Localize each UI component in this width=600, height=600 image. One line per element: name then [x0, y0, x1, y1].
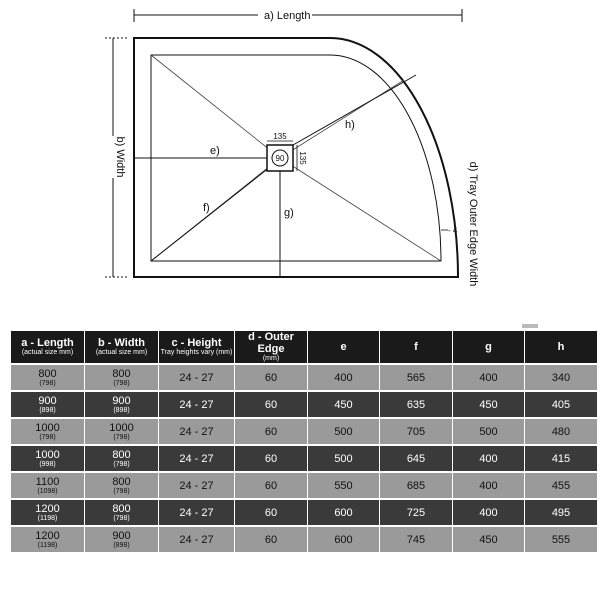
length-label: a) Length [264, 10, 311, 22]
cell-g: 400 [453, 363, 525, 390]
cell-f: 745 [380, 525, 453, 552]
table-body [11, 363, 598, 552]
cell-height: 24 - 27 [159, 498, 235, 525]
cell-h: 415 [525, 444, 598, 471]
cell-width: 1000 (798) [85, 417, 159, 444]
cell-e: 600 [308, 525, 380, 552]
cell-width: 800 (798) [85, 363, 159, 390]
header-g: g [453, 331, 525, 363]
cell-outer-edge: 60 [235, 525, 308, 552]
cell-length: 1100 (1098) [11, 471, 85, 498]
cell-outer-edge: 60 [235, 417, 308, 444]
cell-f: 705 [380, 417, 453, 444]
cell-f: 645 [380, 444, 453, 471]
header-f: f [380, 331, 453, 363]
cell-outer-edge: 60 [235, 471, 308, 498]
cell-width: 900 (898) [85, 390, 159, 417]
table-row [11, 417, 598, 444]
cell-height: 24 - 27 [159, 417, 235, 444]
corner-mark [522, 324, 538, 328]
cell-e: 450 [308, 390, 380, 417]
table-row [11, 525, 598, 552]
cell-length: 1200 (1198) [11, 498, 85, 525]
cell-outer-edge: 60 [235, 390, 308, 417]
cell-g: 400 [453, 444, 525, 471]
cell-f: 725 [380, 498, 453, 525]
outer-edge-marker-label: - 4 [448, 226, 458, 235]
cell-outer-edge: 60 [235, 498, 308, 525]
cell-e: 400 [308, 363, 380, 390]
cell-height: 24 - 27 [159, 390, 235, 417]
cell-length: 900 (898) [11, 390, 85, 417]
waste-size-horizontal: 135 [273, 132, 287, 141]
cell-height: 24 - 27 [159, 363, 235, 390]
label-f: f) [203, 202, 210, 214]
dimensions-table [11, 331, 598, 552]
table-row [11, 444, 598, 471]
waste-size-vertical: 135 [298, 151, 307, 165]
cell-e: 600 [308, 498, 380, 525]
cell-outer-edge: 60 [235, 363, 308, 390]
cell-width: 900 (898) [85, 525, 159, 552]
cell-width: 800 (798) [85, 471, 159, 498]
measurement-lines [134, 75, 416, 277]
cell-e: 550 [308, 471, 380, 498]
table-row [11, 498, 598, 525]
outer-edge-label: d) Tray Outer Edge Width [467, 161, 479, 287]
cell-length: 1000 (998) [11, 444, 85, 471]
cell-length: 1000 (798) [11, 417, 85, 444]
waste-diameter-label: 90 [275, 154, 285, 163]
cell-height: 24 - 27 [159, 444, 235, 471]
header-e: e [308, 331, 380, 363]
cell-g: 400 [453, 471, 525, 498]
cell-h: 555 [525, 525, 598, 552]
label-e: e) [210, 145, 220, 157]
header-h: h [525, 331, 598, 363]
width-label: b) Width [114, 136, 126, 178]
label-g: g) [284, 207, 294, 219]
cell-e: 500 [308, 444, 380, 471]
cell-length: 1200 (1198) [11, 525, 85, 552]
cell-h: 340 [525, 363, 598, 390]
table-row [11, 471, 598, 498]
header-height: c - Height Tray heights vary (mm) [159, 331, 235, 363]
cell-f: 565 [380, 363, 453, 390]
cell-length: 800 (798) [11, 363, 85, 390]
cell-e: 500 [308, 417, 380, 444]
cell-h: 480 [525, 417, 598, 444]
cell-g: 450 [453, 390, 525, 417]
cell-width: 800 (798) [85, 498, 159, 525]
cell-h: 405 [525, 390, 598, 417]
cell-h: 455 [525, 471, 598, 498]
cell-g: 500 [453, 417, 525, 444]
cell-f: 685 [380, 471, 453, 498]
cell-g: 450 [453, 525, 525, 552]
cell-f: 635 [380, 390, 453, 417]
cell-height: 24 - 27 [159, 525, 235, 552]
header-outer-edge: d - Outer Edge (mm) [235, 331, 308, 363]
header-width: b - Width (actual size mm) [85, 331, 159, 363]
cell-h: 495 [525, 498, 598, 525]
cell-height: 24 - 27 [159, 471, 235, 498]
table-row [11, 390, 598, 417]
table-row [11, 363, 598, 390]
label-h: h) [345, 119, 355, 131]
header-length: a - Length (actual size mm) [11, 331, 85, 363]
cell-width: 800 (798) [85, 444, 159, 471]
cell-g: 400 [453, 498, 525, 525]
table-header-row [11, 331, 598, 363]
cell-outer-edge: 60 [235, 444, 308, 471]
